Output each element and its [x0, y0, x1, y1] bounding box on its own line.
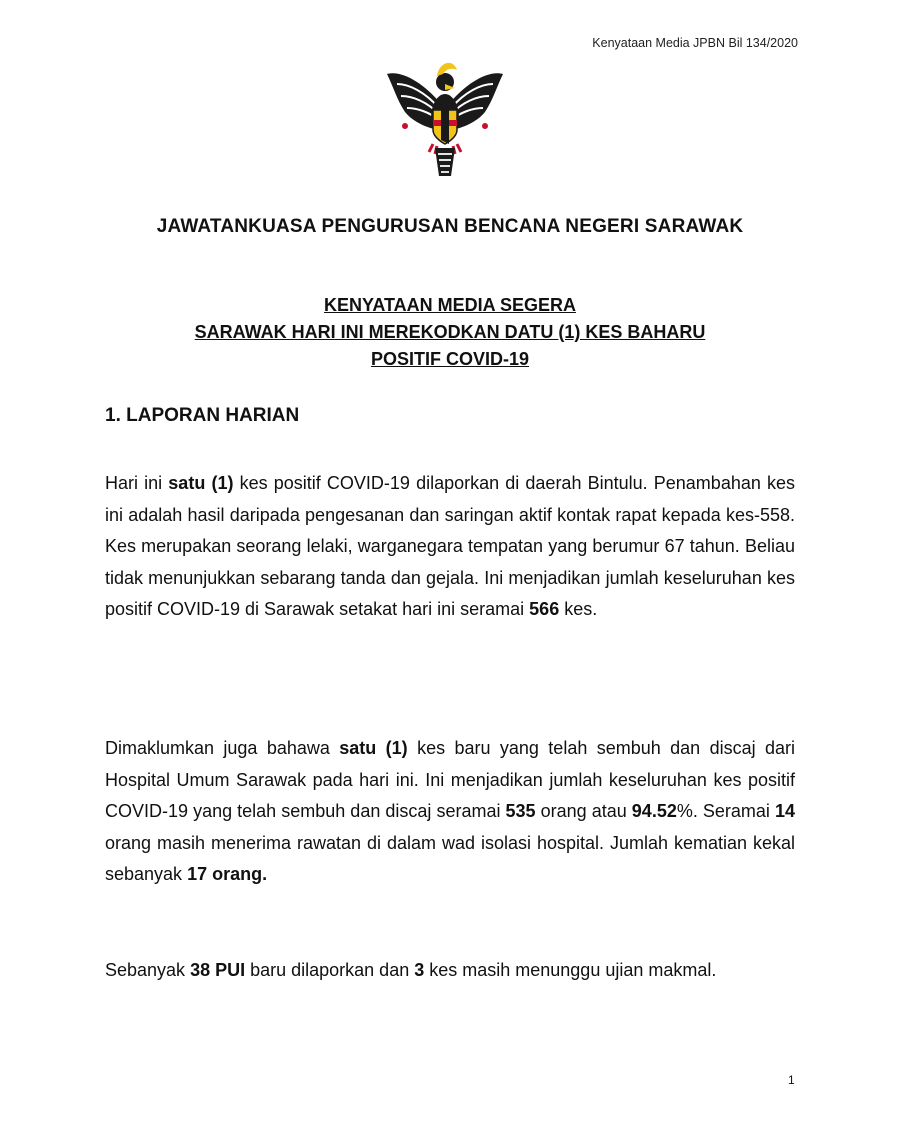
text-run: Dimaklumkan juga bahawa [105, 738, 340, 758]
text-run: baru dilaporkan dan [245, 960, 415, 980]
bold-run: 3 [414, 960, 425, 980]
paragraph-pui [105, 955, 795, 987]
title-line: POSITIF COVID-19 [370, 349, 530, 369]
bold-run: 14 [774, 801, 795, 822]
text-run: Hari ini [105, 473, 169, 493]
bold-run: 94.52 [631, 801, 677, 822]
bold-run: 566 [529, 599, 560, 620]
title-line: KENYATAAN MEDIA SEGERA [323, 295, 577, 315]
section-heading: 1. LAPORAN HARIAN [105, 405, 300, 426]
text-run: orang masih menerima rawatan di dalam wad isolasi hospital. Jumlah kematian kekal sebanyak [105, 832, 795, 885]
bold-run: satu (1) [168, 473, 234, 493]
statement-title [0, 292, 900, 373]
text-run: kes. [559, 599, 598, 620]
organization-name: JAWATANKUASA PENGURUSAN BENCANA NEGERI SARAWAK [156, 216, 744, 237]
sarawak-coat-of-arms-icon [383, 52, 507, 180]
paragraph-recoveries [105, 733, 795, 891]
bold-run: 535 [505, 801, 536, 822]
bold-run: 38 PUI [190, 960, 246, 980]
page-number: 1 [788, 1073, 795, 1087]
reference-number: Kenyataan Media JPBN Bil 134/2020 [592, 36, 798, 50]
text-run: %. Seramai [676, 801, 775, 822]
bold-run: satu (1) [339, 738, 408, 758]
text-run: orang atau [535, 801, 632, 822]
text-run: kes positif COVID-19 dilaporkan di daerah Bintulu. Penambahan kes ini adalah hasil daripada pengesanan dan saringan aktif kontak rapat kepada kes-558. Kes merupakan seorang lelaki, warganegara tempatan yang berumur 67 tahun. Beliau tidak menunjukkan sebarang tanda dan gejala. Ini menjadikan jumlah keseluruhan kes positif COVID-19 di Sarawak setakat hari ini seramai [105, 473, 796, 620]
text-run: kes baru yang telah sembuh dan discaj dari Hospital Umum Sarawak pada hari ini. Ini menjadikan jumlah keseluruhan kes positif COVID-19 yang telah sembuh dan discaj seramai [105, 738, 795, 822]
bold-run: 17 orang. [187, 864, 268, 885]
title-line: SARAWAK HARI INI MEREKODKAN DATU (1) KES BAHARU [194, 322, 706, 342]
text-run: Sebanyak [105, 960, 191, 980]
text-run: kes masih menunggu ujian makmal. [424, 960, 717, 980]
paragraph-daily-cases [105, 468, 795, 626]
